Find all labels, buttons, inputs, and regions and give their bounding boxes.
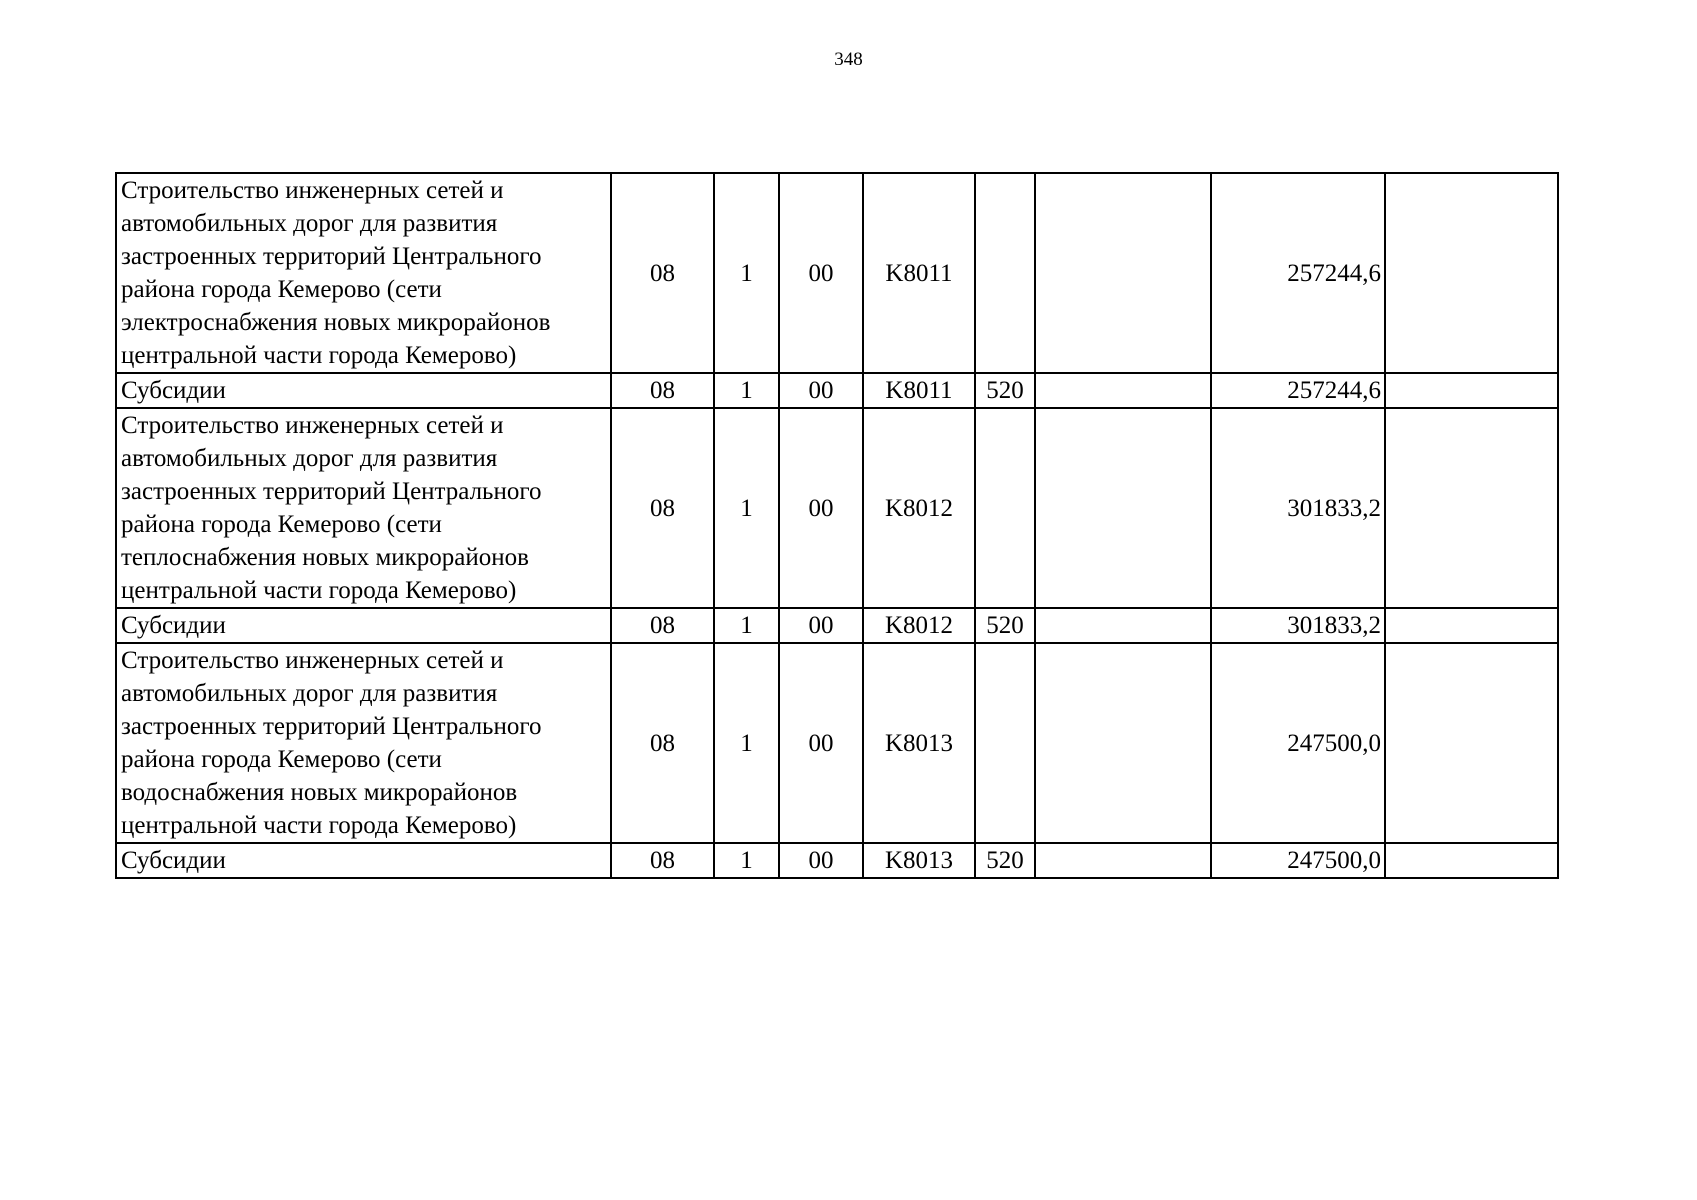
cell-col7 (1035, 173, 1211, 373)
cell-name: Субсидии (116, 608, 611, 643)
cell-name: Строительство инженерных сетей и автомобильных дорог для развития застроенных территорий Центрального района города Кемерово (сети теплоснабжения новых микрорайонов центральной части города Кемерово) (116, 408, 611, 608)
cell-col7 (1035, 408, 1211, 608)
cell-section: 08 (611, 373, 714, 408)
cell-name: Субсидии (116, 373, 611, 408)
cell-name: Субсидии (116, 843, 611, 878)
cell-section: 08 (611, 408, 714, 608)
cell-col7 (1035, 643, 1211, 843)
cell-expense-type: 520 (975, 843, 1035, 878)
cell-expense-type (975, 173, 1035, 373)
cell-name: Строительство инженерных сетей и автомобильных дорог для развития застроенных территорий Центрального района города Кемерово (сети электроснабжения новых микрорайонов центральной части города Кемерово) (116, 173, 611, 373)
cell-program: 1 (714, 408, 779, 608)
cell-name: Строительство инженерных сетей и автомобильных дорог для развития застроенных территорий Центрального района города Кемерово (сети водоснабжения новых микрорайонов центральной части города Кемерово) (116, 643, 611, 843)
cell-expense-type: 520 (975, 608, 1035, 643)
cell-target: K8012 (863, 608, 975, 643)
cell-amount: 247500,0 (1211, 843, 1385, 878)
table-row (116, 408, 1558, 608)
cell-target: K8011 (863, 173, 975, 373)
cell-subprogram: 00 (779, 643, 863, 843)
cell-section: 08 (611, 608, 714, 643)
cell-program: 1 (714, 643, 779, 843)
cell-amount: 301833,2 (1211, 408, 1385, 608)
table-row (116, 643, 1558, 843)
cell-subprogram: 00 (779, 373, 863, 408)
cell-col9 (1385, 643, 1558, 843)
cell-amount: 257244,6 (1211, 173, 1385, 373)
cell-amount: 301833,2 (1211, 608, 1385, 643)
cell-amount: 257244,6 (1211, 373, 1385, 408)
table-row (116, 608, 1558, 643)
cell-section: 08 (611, 643, 714, 843)
cell-col9 (1385, 373, 1558, 408)
cell-program: 1 (714, 608, 779, 643)
cell-col7 (1035, 843, 1211, 878)
cell-target: K8011 (863, 373, 975, 408)
cell-subprogram: 00 (779, 173, 863, 373)
cell-target: K8013 (863, 643, 975, 843)
cell-subprogram: 00 (779, 408, 863, 608)
cell-program: 1 (714, 373, 779, 408)
cell-subprogram: 00 (779, 608, 863, 643)
cell-target: K8013 (863, 843, 975, 878)
cell-expense-type (975, 643, 1035, 843)
table-row (116, 843, 1558, 878)
cell-program: 1 (714, 843, 779, 878)
cell-col9 (1385, 173, 1558, 373)
cell-col7 (1035, 608, 1211, 643)
cell-subprogram: 00 (779, 843, 863, 878)
budget-table (115, 172, 1559, 879)
cell-program: 1 (714, 173, 779, 373)
table-row (116, 173, 1558, 373)
cell-col7 (1035, 373, 1211, 408)
cell-col9 (1385, 408, 1558, 608)
cell-amount: 247500,0 (1211, 643, 1385, 843)
cell-expense-type (975, 408, 1035, 608)
cell-col9 (1385, 843, 1558, 878)
cell-target: K8012 (863, 408, 975, 608)
cell-col9 (1385, 608, 1558, 643)
table-row (116, 373, 1558, 408)
cell-section: 08 (611, 843, 714, 878)
page-number: 348 (834, 49, 863, 70)
cell-expense-type: 520 (975, 373, 1035, 408)
cell-section: 08 (611, 173, 714, 373)
